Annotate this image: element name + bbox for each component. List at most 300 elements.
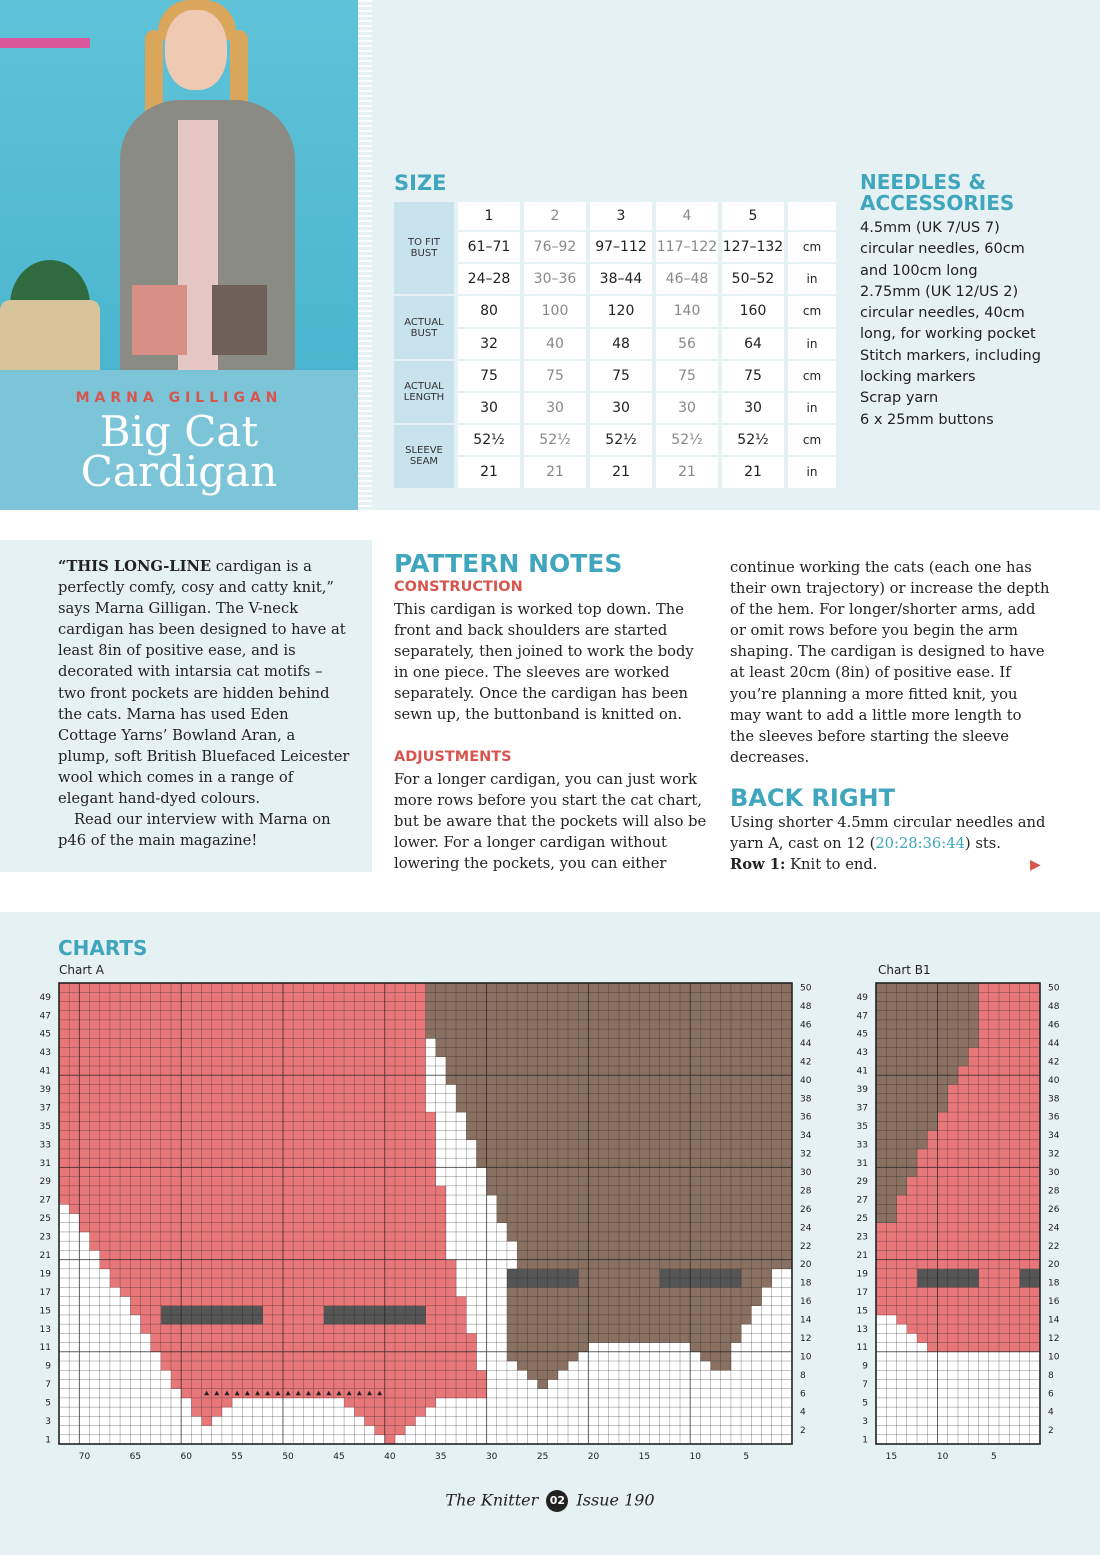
chart-stitch [354,1204,364,1214]
chart-stitch [202,1204,212,1214]
size-header: 5 [722,202,784,230]
chart-stitch [989,1131,1000,1141]
chart-stitch [741,1103,751,1113]
chart-stitch [456,1306,466,1316]
chart-stitch [958,1011,969,1021]
chart-stitch [354,1333,364,1343]
chart-stitch [426,1241,436,1251]
chart-stitch [660,1167,670,1177]
chart-stitch [232,1370,242,1380]
chart-stitch [517,1315,527,1325]
chart-stitch [782,1048,792,1058]
chart-stitch [989,1149,1000,1159]
chart-stitch [927,983,938,993]
chart-stitch [191,1195,201,1205]
chart-stitch [938,1186,949,1196]
chart-stitch [151,1343,161,1353]
chart-stitch [110,1223,120,1233]
chart-stitch [751,1250,761,1260]
chart-stitch [629,1094,639,1104]
chart-stitch [263,1370,273,1380]
chart-stitch [273,1020,283,1030]
chart-stitch [568,1103,578,1113]
chart-stitch [426,1140,436,1150]
chart-stitch [140,1131,150,1141]
chart-stitch [999,1112,1010,1122]
chart-stitch [202,1214,212,1224]
chart-stitch [344,1398,354,1408]
chart-stitch [731,983,741,993]
chart-stitch [527,1361,537,1371]
chart-stitch [334,1260,344,1270]
chart-stitch [110,1250,120,1260]
chart-stitch [222,1029,232,1039]
row-tick-label: 44 [800,1038,812,1049]
chart-stitch [110,1048,120,1058]
chart-stitch [354,1094,364,1104]
chart-stitch [314,1075,324,1085]
chart-stitch [293,1112,303,1122]
chart-stitch [690,1278,700,1288]
chart-stitch [405,1084,415,1094]
chart-stitch [324,1149,334,1159]
chart-stitch [772,983,782,993]
chart-stitch [303,1370,313,1380]
chart-stitch [273,992,283,1002]
chart-stitch [1030,1177,1041,1187]
chart-stitch [181,1306,191,1316]
chart-stitch [558,1361,568,1371]
chart-stitch [958,1038,969,1048]
chart-stitch [375,992,385,1002]
chart-stitch [999,1094,1010,1104]
chart-stitch [578,1223,588,1233]
chart-stitch [917,1131,928,1141]
chart-stitch [741,1278,751,1288]
chart-stitch [721,1094,731,1104]
chart-stitch [191,1112,201,1122]
size-value-cell: 97–112 [590,232,652,262]
chart-stitch [334,1001,344,1011]
chart-stitch [917,1306,928,1316]
chart-stitch [130,1260,140,1270]
chart-stitch [731,1112,741,1122]
row-tick-label: 2 [1048,1426,1054,1437]
chart-stitch [303,1379,313,1389]
chart-stitch [876,1038,887,1048]
chart-stitch [242,1094,252,1104]
chart-stitch [751,1020,761,1030]
chart-stitch [151,1103,161,1113]
chart-stitch [456,1379,466,1389]
chart-stitch [917,1094,928,1104]
chart-stitch [1020,1269,1031,1279]
chart-stitch [711,1214,721,1224]
chart-stitch [907,1232,918,1242]
chart-stitch [375,1416,385,1426]
chart-stitch [405,1296,415,1306]
chart-stitch [782,1057,792,1067]
chart-stitch [690,1029,700,1039]
chart-stitch [222,1361,232,1371]
chart-stitch [711,1001,721,1011]
chart-stitch [293,1260,303,1270]
chart-stitch [140,1038,150,1048]
chart-stitch [385,1167,395,1177]
chart-stitch [680,1333,690,1343]
chart-stitch [999,1011,1010,1021]
chart-stitch [609,1250,619,1260]
chart-stitch [130,1269,140,1279]
chart-stitch [670,1131,680,1141]
chart-stitch [568,1296,578,1306]
chart-stitch [741,1195,751,1205]
chart-stitch [415,1306,425,1316]
chart-stitch [252,1094,262,1104]
chart-stitch [670,1177,680,1187]
chart-stitch [700,1158,710,1168]
chart-stitch [456,1066,466,1076]
chart-stitch [232,983,242,993]
chart-stitch [405,1361,415,1371]
chart-stitch [700,1001,710,1011]
chart-stitch [578,983,588,993]
chart-stitch [252,1048,262,1058]
chart-stitch [609,1038,619,1048]
chart-stitch [375,1398,385,1408]
chart-stitch [958,1250,969,1260]
chart-stitch [700,1029,710,1039]
chart-stitch [741,983,751,993]
chart-stitch [1030,1112,1041,1122]
chart-stitch [79,1057,89,1067]
chart-stitch [232,1177,242,1187]
chart-stitch [364,1094,374,1104]
chart-stitch [1009,1103,1020,1113]
chart-stitch [999,1296,1010,1306]
chart-stitch [273,1094,283,1104]
chart-stitch [222,1241,232,1251]
chart-stitch [69,983,79,993]
chart-stitch [782,1029,792,1039]
size-value-cell: 56 [656,329,718,359]
chart-stitch [989,1287,1000,1297]
chart-stitch [711,1195,721,1205]
chart-stitch [314,1094,324,1104]
chart-stitch [364,1214,374,1224]
chart-stitch [649,1306,659,1316]
chart-stitch [927,1232,938,1242]
chart-stitch [680,1250,690,1260]
chart-stitch [181,1038,191,1048]
chart-stitch [578,1167,588,1177]
chart-stitch [548,1084,558,1094]
chart-stitch [426,1260,436,1270]
chart-stitch [568,1149,578,1159]
chart-stitch [599,1075,609,1085]
chart-stitch [680,1232,690,1242]
needles-line: 2.75mm (UK 12/US 2) [860,283,1019,300]
chart-stitch [354,1232,364,1242]
chart-stitch [1030,1333,1041,1343]
chart-stitch [252,1232,262,1242]
chart-stitch [202,1038,212,1048]
chart-stitch [354,1011,364,1021]
chart-stitch [242,1232,252,1242]
chart-stitch [415,1223,425,1233]
chart-stitch [761,1048,771,1058]
chart-stitch [938,1084,949,1094]
chart-stitch [948,1333,959,1343]
chart-stitch [772,1260,782,1270]
chart-stitch [876,1195,887,1205]
chart-stitch [568,1075,578,1085]
chart-stitch [527,1324,537,1334]
chart-stitch [375,1121,385,1131]
chart-stitch [90,1223,100,1233]
chart-stitch [212,1223,222,1233]
chart-stitch [385,1001,395,1011]
chart-stitch [537,1223,547,1233]
chart-stitch [242,1149,252,1159]
chart-stitch [181,1379,191,1389]
chart-stitch [907,1260,918,1270]
chart-stitch [140,1204,150,1214]
chart-stitch [772,992,782,1002]
chart-stitch [59,1186,69,1196]
chart-stitch [415,1398,425,1408]
chart-stitch [314,1324,324,1334]
chart-stitch [303,1333,313,1343]
chart-stitch [558,1324,568,1334]
chart-stitch [1009,1121,1020,1131]
chart-stitch [876,1287,887,1297]
chart-stitch [700,1315,710,1325]
chart-stitch [161,1020,171,1030]
chart-stitch [59,1131,69,1141]
chart-stitch [171,1131,181,1141]
chart-stitch [578,1204,588,1214]
chart-stitch [242,1112,252,1122]
chart-stitch [927,1158,938,1168]
chart-stitch [711,1269,721,1279]
row-tick-label: 32 [1048,1149,1060,1160]
chart-stitch [917,1029,928,1039]
chart-stitch [130,1057,140,1067]
chart-stitch [690,1195,700,1205]
chart-stitch [527,1066,537,1076]
chart-stitch [639,1131,649,1141]
chart-stitch [212,1250,222,1260]
chart-stitch [283,1287,293,1297]
chart-stitch [100,1223,110,1233]
chart-stitch [242,1177,252,1187]
chart-stitch [897,1296,908,1306]
chart-stitch [69,1011,79,1021]
row-tick-label: 37 [856,1103,868,1114]
chart-stitch [700,1020,710,1030]
chart-stitch [273,1379,283,1389]
chart-stitch [151,1020,161,1030]
chart-stitch [527,1020,537,1030]
chart-stitch [588,1232,598,1242]
chart-stitch [639,1232,649,1242]
footer [0,1490,1100,1512]
chart-stitch [334,1315,344,1325]
chart-stitch [283,1204,293,1214]
chart-stitch [968,983,979,993]
chart-stitch [426,1020,436,1030]
chart-stitch [364,1306,374,1316]
chart-stitch [680,1269,690,1279]
chart-stitch [120,1223,130,1233]
chart-stitch [344,1352,354,1362]
chart-stitch [897,1158,908,1168]
chart-stitch [537,1121,547,1131]
chart-stitch [364,1057,374,1067]
row-tick-label: 41 [39,1066,51,1077]
chart-stitch [711,1029,721,1039]
chart-stitch [171,1241,181,1251]
chart-stitch [721,1343,731,1353]
chart-stitch [191,1204,201,1214]
chart-stitch [334,1094,344,1104]
chart-stitch [415,1260,425,1270]
chart-stitch [476,1149,486,1159]
chart-stitch [171,1001,181,1011]
chart-stitch [548,1343,558,1353]
chart-stitch [886,1186,897,1196]
chart-stitch [537,1066,547,1076]
chart-stitch [979,1232,990,1242]
chart-stitch [140,992,150,1002]
chart-stitch [222,1204,232,1214]
chart-stitch [303,1269,313,1279]
row-tick-label: 37 [39,1103,51,1114]
chart-stitch [273,1029,283,1039]
chart-stitch [537,1315,547,1325]
chart-stitch [670,1121,680,1131]
size-unit-cell: in [788,329,836,359]
chart-stitch [782,1094,792,1104]
chart-stitch [273,1084,283,1094]
chart-stitch [283,1094,293,1104]
chart-stitch [222,1370,232,1380]
chart-stitch [222,1094,232,1104]
chart-stitch [191,1370,201,1380]
chart-stitch [324,983,334,993]
chart-stitch [761,1094,771,1104]
chart-stitch [181,1075,191,1085]
row-tick-label: 12 [1048,1333,1060,1344]
row-tick-label: 6 [800,1389,806,1400]
chart-stitch [917,1140,928,1150]
chart-stitch [232,1269,242,1279]
needles-line: Stitch markers, including [860,347,1041,364]
chart-stitch [415,1296,425,1306]
chart-stitch [517,1158,527,1168]
chart-stitch [700,1204,710,1214]
chart-stitch [690,1020,700,1030]
chart-stitch [120,1140,130,1150]
chart-stitch [639,1121,649,1131]
chart-stitch [979,1149,990,1159]
chart-stitch [232,1343,242,1353]
chart-stitch [548,1121,558,1131]
chart-stitch [59,1020,69,1030]
chart-stitch [497,1029,507,1039]
chart-stitch [364,1416,374,1426]
chart-stitch [446,1343,456,1353]
chart-stitch [989,1020,1000,1030]
chart-stitch [222,1398,232,1408]
chart-stitch [385,1214,395,1224]
chart-stitch [436,1333,446,1343]
chart-stitch [989,1269,1000,1279]
chart-stitch [79,1149,89,1159]
chart-stitch [568,1250,578,1260]
chart-stitch [242,1379,252,1389]
chart-stitch [293,1296,303,1306]
chart-stitch [968,992,979,1002]
chart-stitch [202,1352,212,1362]
chart-stitch [181,1269,191,1279]
chart-stitch [324,1306,334,1316]
chart-stitch [415,1167,425,1177]
chart-stitch [212,1407,222,1417]
row-tick-label: 19 [39,1269,51,1280]
chart-stitch [405,992,415,1002]
chart-stitch [130,1232,140,1242]
chart-stitch [354,1038,364,1048]
chart-stitch [537,1075,547,1085]
chart-stitch [263,1306,273,1316]
chart-stitch [232,1250,242,1260]
chart-stitch [741,1214,751,1224]
chart-stitch [751,1075,761,1085]
chart-stitch [385,1131,395,1141]
chart-stitch [324,1278,334,1288]
chart-stitch [599,1066,609,1076]
chart-stitch [161,1195,171,1205]
chart-stitch [761,1250,771,1260]
chart-stitch [293,1186,303,1196]
chart-stitch [405,1214,415,1224]
chart-stitch [537,1167,547,1177]
chart-stitch [938,1287,949,1297]
chart-stitch [700,1011,710,1021]
chart-stitch [588,1186,598,1196]
chart-stitch [130,1204,140,1214]
chart-stitch [446,1361,456,1371]
chart-stitch [354,1029,364,1039]
chart-stitch [242,1204,252,1214]
chart-stitch [721,1131,731,1141]
chart-stitch [191,1333,201,1343]
chart-stitch [537,1278,547,1288]
chart-stitch [886,1232,897,1242]
chart-stitch [69,1057,79,1067]
chart-stitch [59,1177,69,1187]
chart-stitch [90,1140,100,1150]
chart-stitch [660,1048,670,1058]
chart-stitch [761,1075,771,1085]
chart-stitch [181,1103,191,1113]
chart-stitch [466,1333,476,1343]
chart-stitch [415,983,425,993]
chart-stitch [917,1121,928,1131]
chart-stitch [171,1204,181,1214]
